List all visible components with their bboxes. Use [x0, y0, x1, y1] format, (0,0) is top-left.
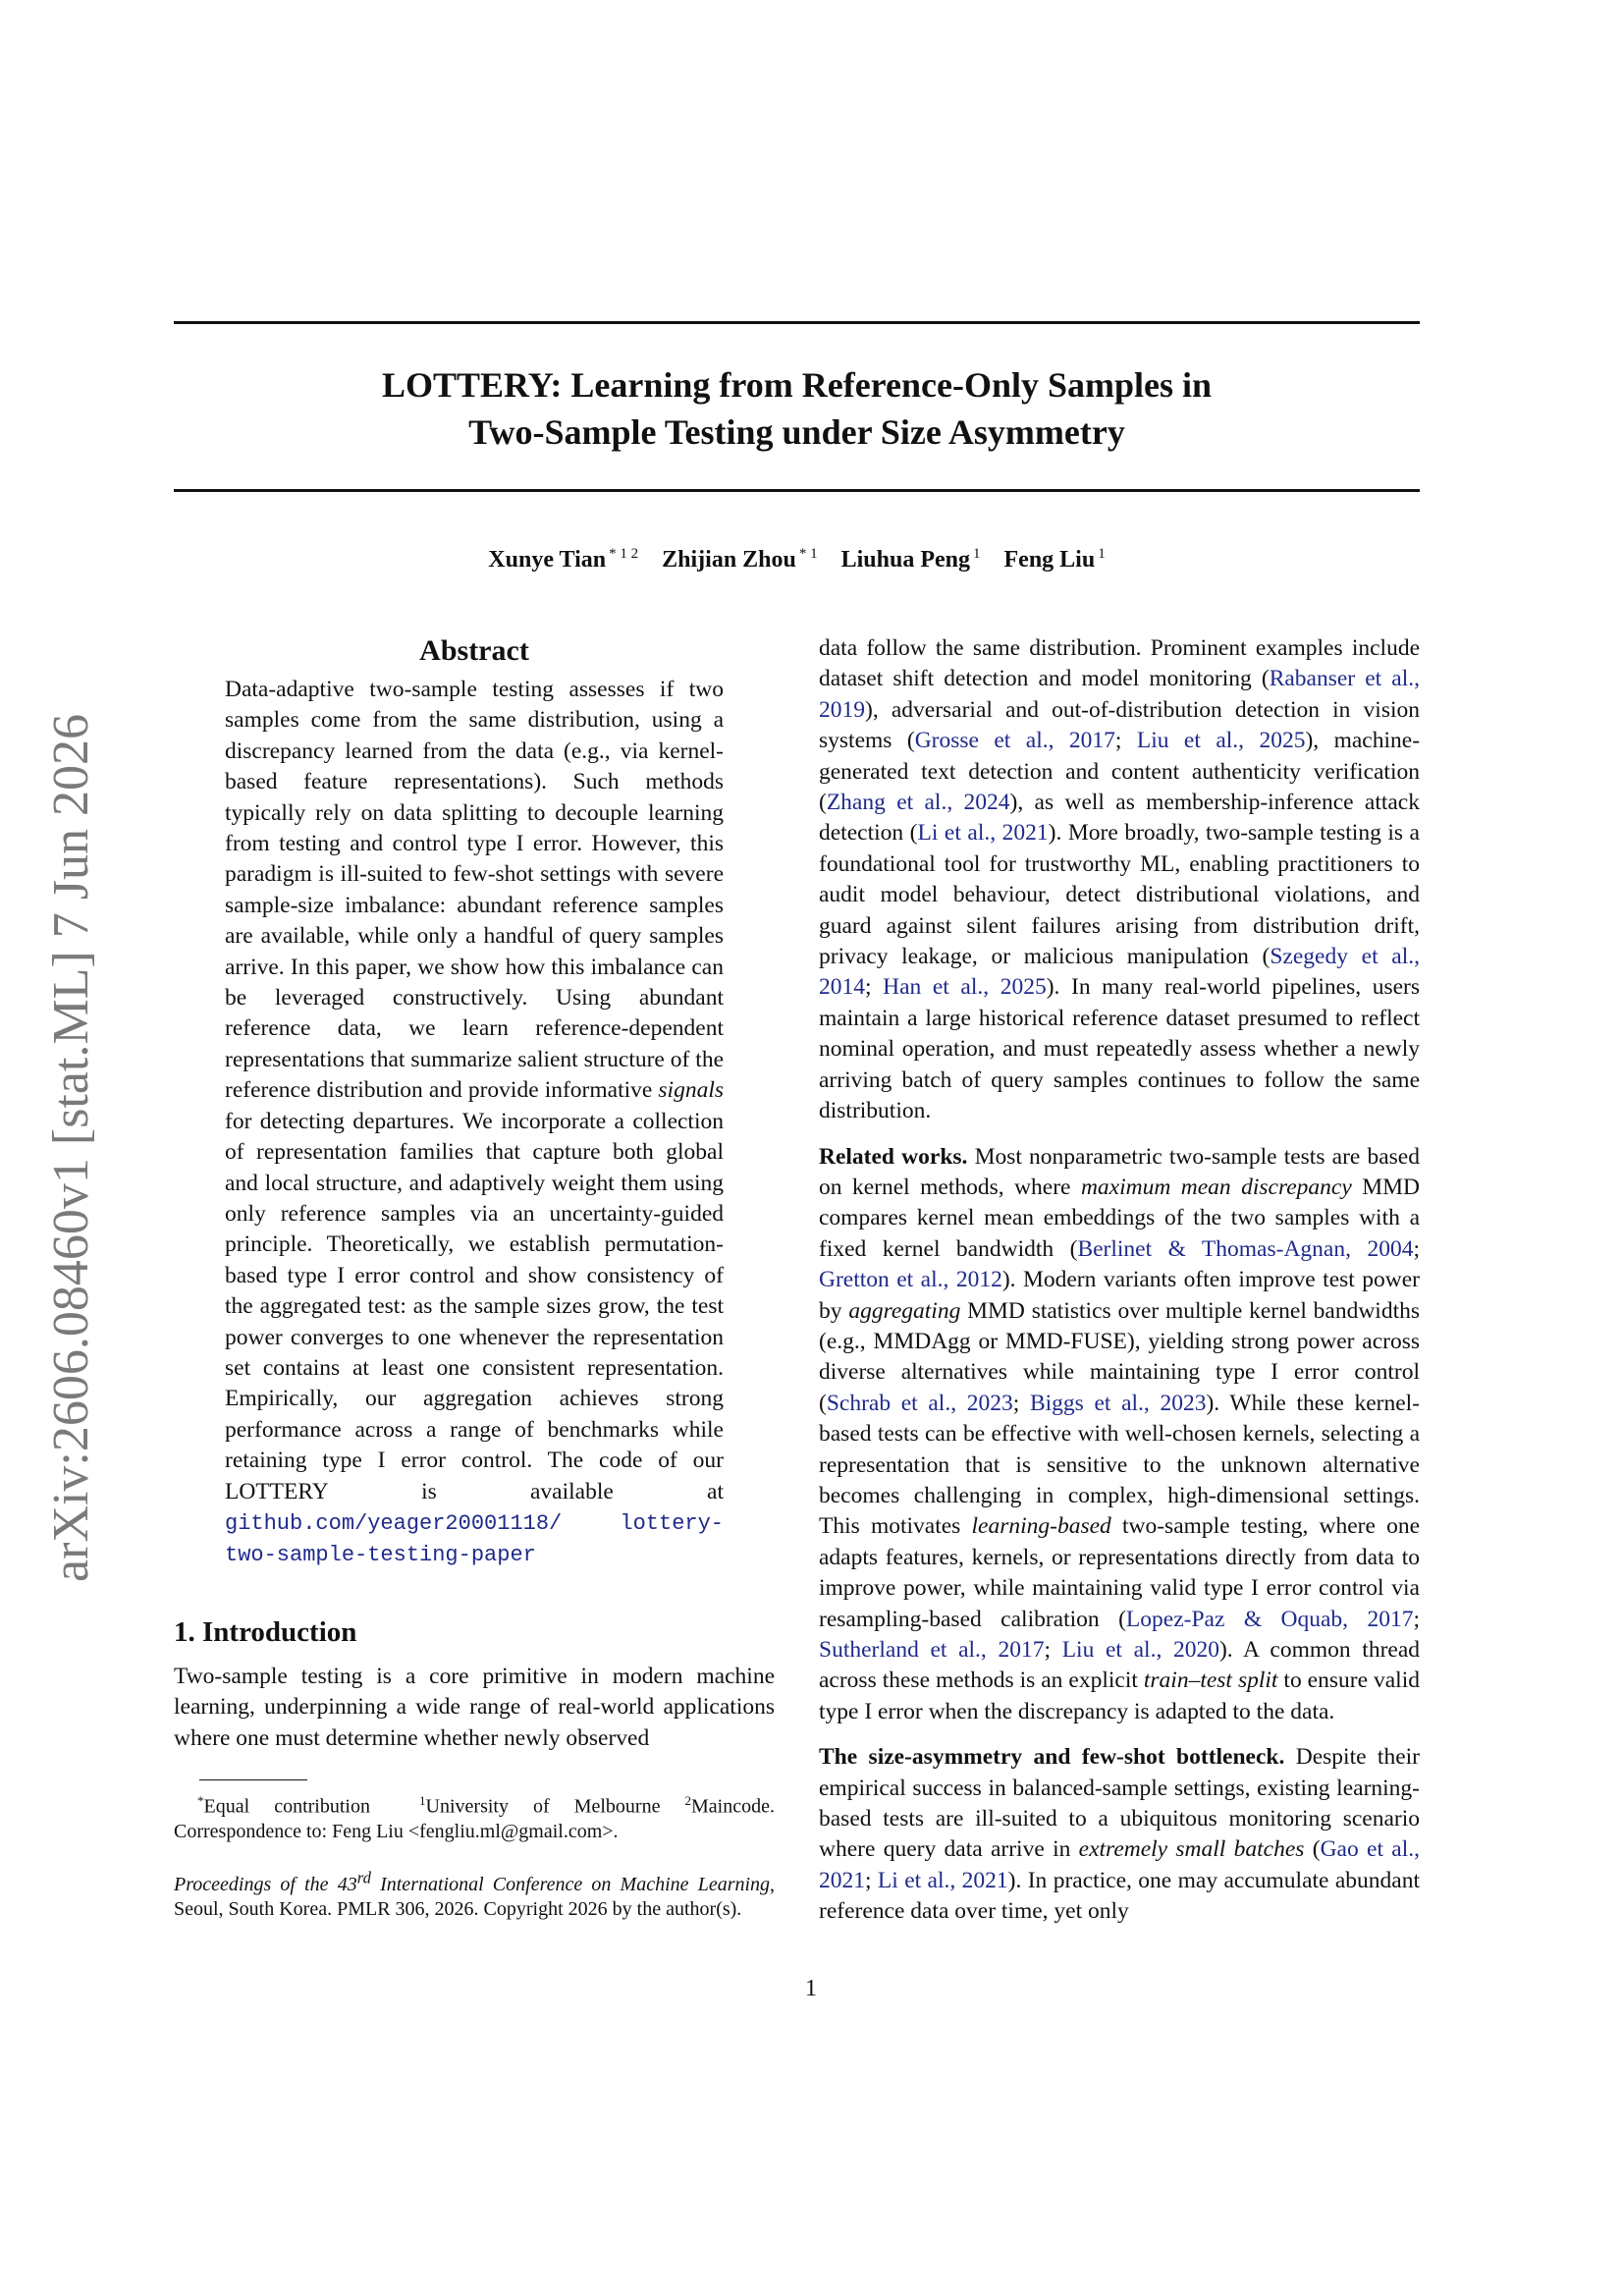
- author-affiliation-marks: * 1: [798, 546, 818, 562]
- body-text: ;: [865, 974, 884, 1001]
- related-works-body: [819, 1144, 1420, 1724]
- related-works-heading: Related works.: [819, 1143, 968, 1170]
- abstract-heading: Abstract: [419, 634, 529, 667]
- paper-title: [174, 361, 1420, 456]
- right-column: [819, 633, 1420, 1928]
- body-text: ). In many real-world pipelines, users maintain a large historical reference dataset presumed to reflect nominal operation, and must repeatedly assess whether a newly arriving batch of query samples continues to follow the same distribution.: [819, 974, 1420, 1124]
- author-name: Zhijian Zhou: [662, 547, 796, 573]
- affiliation-1: University of Melbourne: [425, 1795, 661, 1818]
- paper-title-line-2: Two-Sample Testing under Size Asymmetry: [468, 412, 1125, 452]
- body-text: Despite their empirical success in balanced-sample settings, existing learning-based tests are ill-suited to a ubiquitous monitoring scenario where query data arrive in: [819, 1744, 1420, 1863]
- author-name: Liuhua Peng: [840, 547, 971, 573]
- emphasized-text: train–test split: [1143, 1667, 1278, 1694]
- affiliation-1-mark: 1: [419, 1793, 426, 1808]
- citation-link[interactable]: Sutherland et al., 2017: [819, 1637, 1045, 1663]
- conference-ordinal: 43: [337, 1874, 357, 1896]
- affiliation-2-and-correspondence: Maincode. Correspondence to: Feng Liu <fengliu.ml@gmail.com>.: [174, 1795, 775, 1842]
- author-list: [174, 546, 1420, 574]
- size-asymmetry-body: [819, 1744, 1420, 1924]
- emphasized-text: aggregating: [848, 1297, 961, 1324]
- body-text: ;: [1012, 1390, 1030, 1416]
- author: [662, 547, 817, 573]
- body-text: ). More broadly, two-sample testing is a foundational tool for trustworthy ML, enabling practitioners to audit model behaviour, detect distributional violations, and guard against silent failures arising from distribution drift, privacy leakage, or malicious manipulation (: [819, 820, 1420, 970]
- body-text: ). While these kernel-based tests can be effective with well-chosen kernels, selecting a representation that is sensitive to the unknown alternative becomes challenging in complex, high-dimensional settings. This motivates: [819, 1390, 1420, 1540]
- body-text: data follow the same distribution. Prominent examples include dataset shift detection and model monitoring (: [819, 635, 1420, 692]
- author-affiliation-marks: 1: [1098, 546, 1106, 562]
- body-text: MMD compares kernel mean embeddings of the two samples with a fixed kernel bandwidth (: [819, 1174, 1420, 1262]
- citation-link[interactable]: Li et al., 2021: [917, 820, 1049, 847]
- author-name: Xunye Tian: [488, 547, 607, 573]
- author: [488, 547, 638, 573]
- body-text: ;: [1413, 1606, 1421, 1632]
- body-text: MMD statistics over multiple kernel bandwidths (e.g., MMDAgg or MMD-FUSE), yielding strong power across diverse alternatives while maintaining type I error control (: [819, 1297, 1421, 1416]
- body-text: two-sample testing, where one adapts features, kernels, or representations directly from data to improve power, while maintaining valid type I error control via resampling-based calibration (: [819, 1513, 1420, 1632]
- abstract-text: [225, 675, 724, 1571]
- introduction-paragraph-continued: [819, 633, 1420, 1127]
- proceedings-part-3: , Seoul, South Korea. PMLR 306, 2026. Copyright 2026 by the author(s).: [174, 1874, 776, 1921]
- emphasized-text: extremely small batches: [1078, 1836, 1305, 1863]
- citation-link[interactable]: Gretton et al., 2012: [819, 1267, 1002, 1293]
- citation-link[interactable]: Liu et al., 2020: [1061, 1637, 1219, 1663]
- author: [1004, 547, 1106, 573]
- abstract-signals-word: signals: [658, 1077, 724, 1104]
- citation-link[interactable]: Schrab et al., 2023: [826, 1390, 1013, 1416]
- body-text: (: [1304, 1836, 1321, 1863]
- emphasized-text: maximum mean discrepancy: [1080, 1174, 1352, 1200]
- citation-link[interactable]: Gao et al., 2021: [819, 1836, 1421, 1893]
- section-heading-introduction: 1. Introduction: [174, 1615, 357, 1648]
- body-text: ). Modern variants often improve test power by: [819, 1267, 1420, 1324]
- author-name: Feng Liu: [1003, 547, 1096, 573]
- body-text: ;: [1413, 1235, 1420, 1262]
- conference-name: International Conference on Machine Learning: [380, 1874, 771, 1896]
- title-bottom-rule: [174, 489, 1420, 492]
- author-affiliation-marks: * 1 2: [609, 546, 639, 562]
- proceedings-part-1: Proceedings of the: [174, 1874, 329, 1896]
- footnote: [174, 1788, 775, 1844]
- footnote-rule: [199, 1779, 307, 1780]
- author-affiliation-marks: 1: [973, 546, 981, 562]
- emphasized-text: learning-based: [971, 1513, 1111, 1540]
- left-column: [174, 629, 775, 1922]
- citation-link[interactable]: Szegedy et al., 2014: [819, 944, 1421, 1001]
- author: [841, 547, 981, 573]
- title-top-rule: [174, 321, 1420, 324]
- body-text: ), as well as membership-inference attack detection (: [819, 790, 1420, 847]
- citation-link[interactable]: Zhang et al., 2024: [826, 790, 1010, 816]
- body-text: ), machine-generated text detection and content authenticity verification (: [819, 728, 1421, 816]
- citation-link[interactable]: Liu et al., 2025: [1136, 728, 1306, 754]
- related-works-paragraph: [819, 1142, 1420, 1728]
- introduction-paragraph: Two-sample testing is a core primitive in modern machine learning, underpinning a wide range of real-world applications where one must determine whether newly observed: [174, 1663, 775, 1751]
- equal-contribution-note: Equal contribution: [203, 1795, 370, 1818]
- body-text: ). A common thread across these methods is an explicit: [819, 1637, 1421, 1694]
- body-text: ;: [1044, 1637, 1062, 1663]
- body-text: ), adversarial and out-of-distribution detection in vision systems (: [819, 696, 1420, 754]
- citation-link[interactable]: Li et al., 2021: [877, 1867, 1008, 1893]
- body-text: ). In practice, one may accumulate abundant reference data over time, yet only: [819, 1867, 1420, 1925]
- code-repository-link[interactable]: github.com/yeager20001118/ lottery-two-sample-testing-paper: [225, 1510, 724, 1568]
- body-text: Most nonparametric two-sample tests are based on kernel methods, where: [819, 1143, 1420, 1200]
- size-asymmetry-paragraph: [819, 1742, 1420, 1927]
- body-text: ;: [865, 1867, 878, 1893]
- citation-link[interactable]: Berlinet & Thomas-Agnan, 2004: [1077, 1235, 1414, 1262]
- citation-link[interactable]: Lopez-Paz & Oquab, 2017: [1125, 1606, 1414, 1632]
- citation-link[interactable]: Biggs et al., 2023: [1029, 1390, 1207, 1416]
- body-text: to ensure valid type I error when the discrepancy is adapted to the data.: [819, 1667, 1420, 1724]
- abstract-text-part-1: Data-adaptive two-sample testing assesses if two samples come from the same distribution, using a discrepancy learned from the data (e.g., via kernel-based feature representations). Such methods typically rely on data splitting to decouple learning from testing and control type I error. However, this paradigm is ill-suited to few-shot settings with severe sample-size imbalance: abundant reference samples are available, while only a handful of query samples arrive. In this paper, we show how this imbalance can be leveraged constructively. Using abundant reference data, we learn reference-dependent representations that summarize salient structure of the reference distribution and provide informative: [225, 677, 724, 1104]
- proceedings-note: [174, 1866, 775, 1923]
- arxiv-side-stamp: arXiv:2606.08460v1 [stat.ML] 7 Jun 2026: [43, 714, 99, 1582]
- abstract: [174, 632, 775, 1571]
- equal-contribution-mark: *: [197, 1793, 204, 1808]
- affiliation-2-mark: 2: [684, 1793, 692, 1808]
- paper-title-line-1: LOTTERY: Learning from Reference-Only Samples in: [381, 365, 1213, 405]
- page-number: 1: [805, 1976, 817, 2001]
- conference-ordinal-suffix: rd: [356, 1868, 371, 1887]
- abstract-text-part-2: for detecting departures. We incorporate a collection of representation families that capture both global and local structure, and adaptively weight them using only reference samples via an uncertainty-guided principle. Theoretically, we establish permutation-based type I error control and show consistency of the aggregated test: as the sample sizes grow, the test power converges to one whenever the representation set contains at least one consistent representation. Empirically, our aggregation achieves strong performance across a range of benchmarks while retaining type I error control. The code of our LOTTERY is available at: [225, 1108, 724, 1504]
- body-text: ;: [1114, 728, 1137, 754]
- citation-link[interactable]: Han et al., 2025: [883, 974, 1047, 1001]
- citation-link[interactable]: Grosse et al., 2017: [914, 728, 1115, 754]
- citation-link[interactable]: Rabanser et al., 2019: [819, 666, 1420, 723]
- size-asymmetry-heading: The size-asymmetry and few-shot bottleneck.: [819, 1744, 1285, 1771]
